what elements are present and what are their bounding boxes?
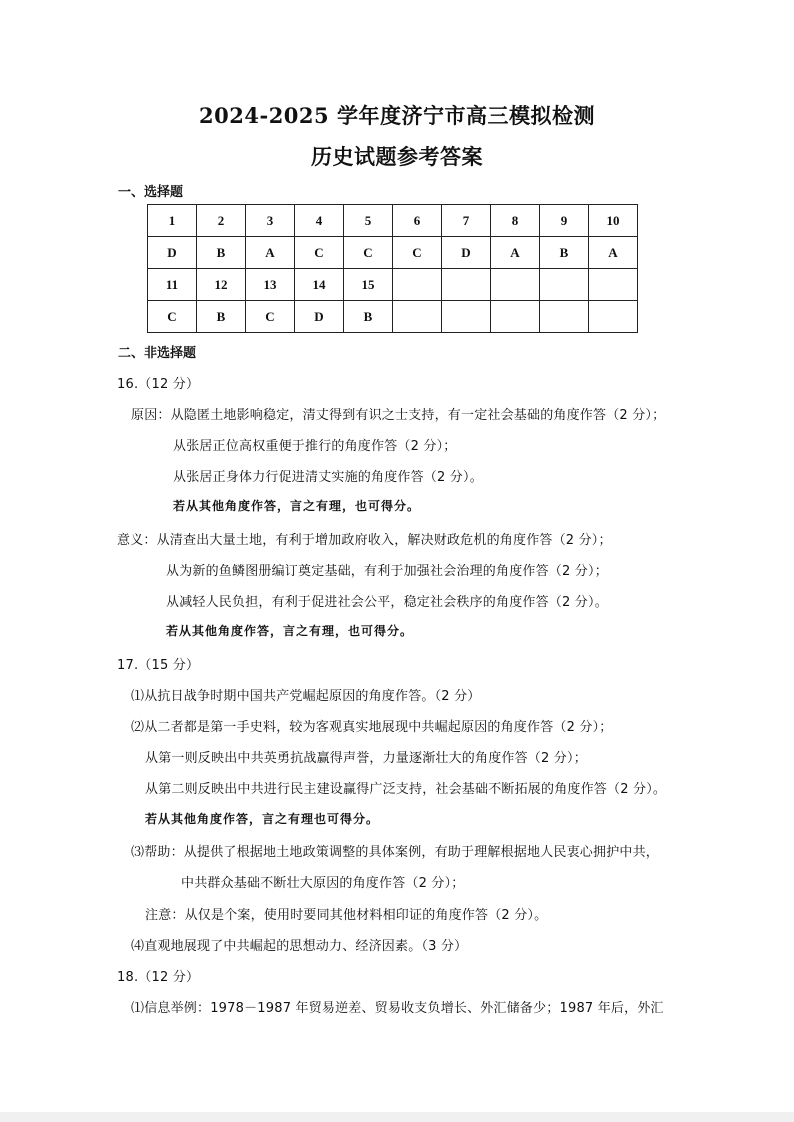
question-number-cell: 14 (295, 269, 344, 301)
answer-letter-cell: B (197, 237, 246, 269)
q18-header: 18.（12 分） (117, 970, 200, 985)
question-number-cell: 1 (148, 205, 197, 237)
question-number-cell: 3 (246, 205, 295, 237)
q16-note: 若从其他角度作答，言之有理，也可得分。 (166, 624, 414, 638)
question-number-cell: 6 (393, 205, 442, 237)
q16-header: 16.（12 分） (117, 377, 200, 392)
answer-letter-cell (540, 301, 589, 333)
q17-line: 从第一则反映出中共英勇抗战赢得声誉，力量逐渐壮大的角度作答（2 分）； (145, 751, 587, 766)
q16-line: 原因：从隐匿土地影响稳定，清丈得到有识之士支持，有一定社会基础的角度作答（2 分）； (131, 408, 666, 423)
answer-letter-cell: B (540, 237, 589, 269)
question-number-cell: 10 (589, 205, 638, 237)
question-number-cell (540, 269, 589, 301)
question-number-cell: 15 (344, 269, 393, 301)
q17-line: ⑶帮助：从提供了根据地土地政策调整的具体案例，有助于理解根据地人民衷心拥护中共， (131, 845, 660, 860)
answer-letter-cell: C (295, 237, 344, 269)
question-number-cell: 9 (540, 205, 589, 237)
question-number-cell: 8 (491, 205, 540, 237)
q17-line: 中共群众基础不断壮大原因的角度作答（2 分）； (181, 876, 465, 891)
answer-letter-cell: C (344, 237, 393, 269)
answer-table-row (148, 237, 638, 269)
answer-table-row (148, 301, 638, 333)
question-number-cell: 12 (197, 269, 246, 301)
answer-table-row (148, 205, 638, 237)
answer-letter-cell: A (589, 237, 638, 269)
answer-letter-cell: D (295, 301, 344, 333)
answer-table (147, 204, 638, 333)
page-title: 2024-2025 学年度济宁市高三模拟检测 (199, 103, 595, 128)
q16-line: 从张居正身体力行促进清丈实施的角度作答（2 分）。 (173, 470, 483, 485)
page-bottom-strip (0, 1112, 794, 1122)
answer-letter-cell: C (246, 301, 295, 333)
q17-line: ⑵从二者都是第一手史料，较为客观真实地展现中共崛起原因的角度作答（2 分）； (131, 720, 613, 735)
answer-letter-cell (442, 301, 491, 333)
q16-note: 若从其他角度作答，言之有理，也可得分。 (173, 499, 421, 513)
question-number-cell: 13 (246, 269, 295, 301)
answer-letter-cell (589, 301, 638, 333)
question-number-cell: 7 (442, 205, 491, 237)
section-heading-nonchoice: 二、非选择题 (118, 346, 197, 361)
question-number-cell (589, 269, 638, 301)
answer-letter-cell: A (246, 237, 295, 269)
answer-letter-cell: D (442, 237, 491, 269)
q17-line: ⑴从抗日战争时期中国共产党崛起原因的角度作答。（2 分） (131, 689, 481, 704)
q18-line: ⑴信息举例：1978－1987 年贸易逆差、贸易收支负增长、外汇储备少；1987 年后，外汇 (131, 1001, 664, 1016)
page-subtitle: 历史试题参考答案 (311, 144, 483, 169)
answer-letter-cell: C (148, 301, 197, 333)
answer-letter-cell: A (491, 237, 540, 269)
question-number-cell (491, 269, 540, 301)
q16-line: 意义：从清查出大量土地，有利于增加政府收入，解决财政危机的角度作答（2 分）； (117, 533, 612, 548)
question-number-cell: 5 (344, 205, 393, 237)
question-number-cell: 2 (197, 205, 246, 237)
q17-header: 17.（15 分） (117, 658, 200, 673)
answer-letter-cell: D (148, 237, 197, 269)
section-heading-choice: 一、选择题 (118, 185, 184, 200)
q17-line: 注意：从仅是个案，使用时要同其他材料相印证的角度作答（2 分）。 (145, 908, 548, 923)
question-number-cell: 4 (295, 205, 344, 237)
q17-line: 从第二则反映出中共进行民主建设赢得广泛支持，社会基础不断拓展的角度作答（2 分）。 (145, 782, 667, 797)
q16-line: 从减轻人民负担，有利于促进社会公平，稳定社会秩序的角度作答（2 分）。 (166, 595, 608, 610)
answer-letter-cell: B (197, 301, 246, 333)
answer-letter-cell (491, 301, 540, 333)
question-number-cell: 11 (148, 269, 197, 301)
q17-note: 若从其他角度作答，言之有理也可得分。 (145, 812, 380, 826)
answer-letter-cell: B (344, 301, 393, 333)
answer-letter-cell (393, 301, 442, 333)
q17-line: ⑷直观地展现了中共崛起的思想动力、经济因素。（3 分） (131, 939, 468, 954)
answer-table-row (148, 269, 638, 301)
q16-line: 从为新的鱼鳞图册编订奠定基础，有利于加强社会治理的角度作答（2 分）； (166, 564, 608, 579)
q16-line: 从张居正位高权重便于推行的角度作答（2 分）； (173, 439, 457, 454)
question-number-cell (393, 269, 442, 301)
answer-letter-cell: C (393, 237, 442, 269)
question-number-cell (442, 269, 491, 301)
